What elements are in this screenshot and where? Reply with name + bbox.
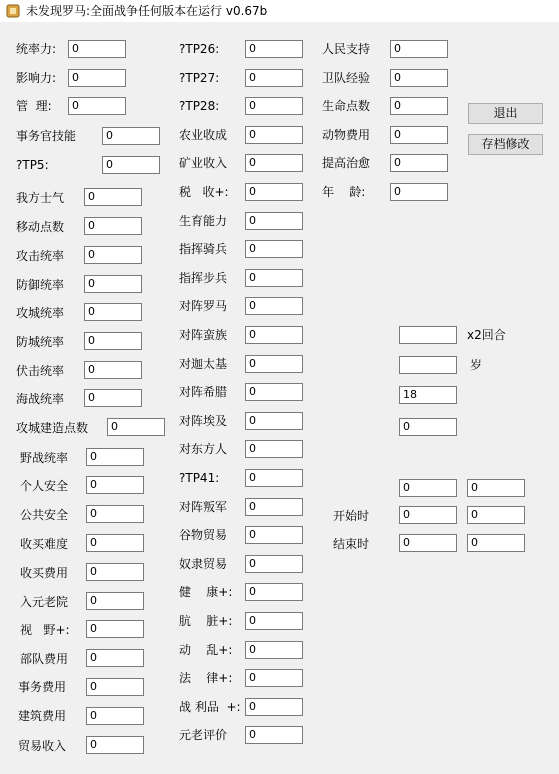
input-tp28[interactable]: 0 — [245, 97, 303, 115]
rounds-unit-label: x2回合 — [467, 328, 506, 342]
label-gongji: 攻击统率 — [16, 249, 65, 263]
input-shoumaifeiyong[interactable]: 0 — [86, 563, 144, 581]
input-tp27[interactable]: 0 — [245, 69, 303, 87]
input-yidong[interactable]: 0 — [84, 217, 142, 235]
label-tongshuai: 统率力: — [16, 42, 57, 56]
save-changes-button[interactable]: 存档修改 — [468, 134, 543, 155]
input-bubing[interactable]: 0 — [245, 269, 303, 287]
input-yezhan[interactable]: 0 — [86, 448, 144, 466]
input-renmin[interactable]: 0 — [390, 40, 448, 58]
input-dongfang[interactable]: 0 — [245, 440, 303, 458]
label-tp27: ?TP27: — [179, 71, 220, 85]
label-dongluan: 动 乱+: — [179, 643, 233, 657]
label-jianzao: 攻城建造点数 — [16, 421, 89, 435]
label-jiataiji: 对迦太基 — [179, 357, 228, 371]
exit-button[interactable]: 退出 — [468, 103, 543, 124]
input-guwu[interactable]: 0 — [245, 526, 303, 544]
label-angzang: 肮 脏+: — [179, 614, 233, 628]
label-jiankang: 健 康+: — [179, 585, 233, 599]
label-guwu: 谷物贸易 — [179, 528, 228, 542]
label-tp5: ?TP5: — [16, 158, 49, 172]
label-gerenanquan: 个人安全 — [20, 479, 69, 493]
label-shiye: 视 野+: — [20, 623, 70, 637]
label-budui: 部队费用 — [20, 652, 69, 666]
label-luoma: 对阵罗马 — [179, 299, 228, 313]
label-qibing: 指挥骑兵 — [179, 242, 228, 256]
input-fangcheng[interactable]: 0 — [84, 332, 142, 350]
label-yingxiang: 影响力: — [16, 71, 57, 85]
input-shengming[interactable]: 0 — [390, 97, 448, 115]
input-yuanlao[interactable]: 0 — [245, 726, 303, 744]
label-nongye: 农业收成 — [179, 128, 228, 142]
input-tongshuai[interactable]: 0 — [68, 40, 126, 58]
label-renmin: 人民支持 — [322, 42, 371, 56]
input-maoyi[interactable]: 0 — [86, 736, 144, 754]
input-dongluan[interactable]: 0 — [245, 641, 303, 659]
label-maoyi: 贸易收入 — [18, 739, 67, 753]
input-fuji[interactable]: 0 — [84, 361, 142, 379]
label-falv: 法 律+: — [179, 671, 233, 685]
input-panjun[interactable]: 0 — [245, 498, 303, 516]
input-gongcheng[interactable]: 0 — [84, 303, 142, 321]
window-title: 未发现罗马:全面战争任何版本在运行 v0.67b — [26, 4, 268, 18]
input-gerenanquan[interactable]: 0 — [86, 476, 144, 494]
start-label: 开始时 — [333, 509, 370, 523]
label-shoumainandu: 收买难度 — [20, 537, 69, 551]
start-b-input[interactable]: 0 — [467, 506, 525, 524]
label-nuli: 奴隶贸易 — [179, 557, 228, 571]
input-shuishou[interactable]: 0 — [245, 183, 303, 201]
input-qibing[interactable]: 0 — [245, 240, 303, 258]
label-yidong: 移动点数 — [16, 220, 65, 234]
input-tp5[interactable]: 0 — [102, 156, 160, 174]
label-shiqi: 我方士气 — [16, 191, 65, 205]
input-shiye[interactable]: 0 — [86, 620, 144, 638]
label-dongwu: 动物费用 — [322, 128, 371, 142]
range-a-input[interactable]: 0 — [399, 479, 457, 497]
input-manzu[interactable]: 0 — [245, 326, 303, 344]
input-gonggonganquan[interactable]: 0 — [86, 505, 144, 523]
label-bubing: 指挥步兵 — [179, 271, 228, 285]
label-shiwufeiyong: 事务费用 — [18, 680, 67, 694]
input-zhanlipin[interactable]: 0 — [245, 698, 303, 716]
label-tp26: ?TP26: — [179, 42, 220, 56]
input-gongji[interactable]: 0 — [84, 246, 142, 264]
input-luoma[interactable]: 0 — [245, 297, 303, 315]
input-falv[interactable]: 0 — [245, 669, 303, 687]
input-nongye[interactable]: 0 — [245, 126, 303, 144]
label-kuangye: 矿业收入 — [179, 156, 228, 170]
label-ruyuan: 入元老院 — [20, 595, 69, 609]
input-ruyuan[interactable]: 0 — [86, 592, 144, 610]
label-shoumaifeiyong: 收买费用 — [20, 566, 69, 580]
age-unit-label: 岁 — [470, 358, 483, 372]
label-fangyu: 防御统率 — [16, 278, 65, 292]
label-gongcheng: 攻城统率 — [16, 306, 65, 320]
input-nuli[interactable]: 0 — [245, 555, 303, 573]
label-jianzhu: 建筑费用 — [18, 709, 67, 723]
end-b-input[interactable]: 0 — [467, 534, 525, 552]
label-tp28: ?TP28: — [179, 99, 220, 113]
label-panjun: 对阵叛军 — [179, 500, 228, 514]
label-shiwuguan: 事务官技能 — [16, 129, 77, 143]
label-shengyu: 生育能力 — [179, 214, 228, 228]
label-fuji: 伏击统率 — [16, 364, 65, 378]
input-jiataiji[interactable]: 0 — [245, 355, 303, 373]
label-tp41: ?TP41: — [179, 471, 220, 485]
input-xila[interactable]: 0 — [245, 383, 303, 401]
range-b-input[interactable]: 0 — [467, 479, 525, 497]
input-shengyu[interactable]: 0 — [245, 212, 303, 230]
input-nianling[interactable]: 0 — [390, 183, 448, 201]
input-dongwu[interactable]: 0 — [390, 126, 448, 144]
label-yezhan: 野战统率 — [20, 451, 69, 465]
value-18-input[interactable]: 18 — [399, 386, 457, 404]
input-shiqi[interactable]: 0 — [84, 188, 142, 206]
input-zhiyu[interactable]: 0 — [390, 154, 448, 172]
input-tp26[interactable]: 0 — [245, 40, 303, 58]
input-shiwufeiyong[interactable]: 0 — [86, 678, 144, 696]
input-budui[interactable]: 0 — [86, 649, 144, 667]
label-shengming: 生命点数 — [322, 99, 371, 113]
input-jianzao[interactable]: 0 — [107, 418, 165, 436]
input-haizhan[interactable]: 0 — [84, 389, 142, 407]
input-yingxiang[interactable]: 0 — [68, 69, 126, 87]
label-haizhan: 海战统率 — [16, 392, 65, 406]
label-dongfang: 对东方人 — [179, 442, 228, 456]
rounds-input[interactable] — [399, 326, 457, 344]
input-fangyu[interactable]: 0 — [84, 275, 142, 293]
input-shiwuguan[interactable]: 0 — [102, 127, 160, 145]
start-a-input[interactable]: 0 — [399, 506, 457, 524]
input-kuangye[interactable]: 0 — [245, 154, 303, 172]
input-shoumainandu[interactable]: 0 — [86, 534, 144, 552]
label-guanli: 管 理: — [16, 99, 52, 113]
input-angzang[interactable]: 0 — [245, 612, 303, 630]
label-shuishou: 税 收+: — [179, 185, 229, 199]
label-weidui: 卫队经验 — [322, 71, 371, 85]
input-jiankang[interactable]: 0 — [245, 583, 303, 601]
input-jianzhu[interactable]: 0 — [86, 707, 144, 725]
label-gonggonganquan: 公共安全 — [20, 508, 69, 522]
value-0-input[interactable]: 0 — [399, 418, 457, 436]
input-aiji[interactable]: 0 — [245, 412, 303, 430]
label-zhanlipin: 战 利品 +: — [179, 700, 241, 714]
label-nianling: 年 龄: — [322, 185, 366, 199]
label-aiji: 对阵埃及 — [179, 414, 228, 428]
label-yuanlao: 元老评价 — [179, 728, 228, 742]
label-fangcheng: 防城统率 — [16, 335, 65, 349]
input-tp41[interactable]: 0 — [245, 469, 303, 487]
input-guanli[interactable]: 0 — [68, 97, 126, 115]
age-input[interactable] — [399, 356, 457, 374]
end-a-input[interactable]: 0 — [399, 534, 457, 552]
label-manzu: 对阵蛮族 — [179, 328, 228, 342]
input-weidui[interactable]: 0 — [390, 69, 448, 87]
label-xila: 对阵希腊 — [179, 385, 228, 399]
end-label: 结束时 — [333, 537, 370, 551]
label-zhiyu: 提高治愈 — [322, 156, 371, 170]
